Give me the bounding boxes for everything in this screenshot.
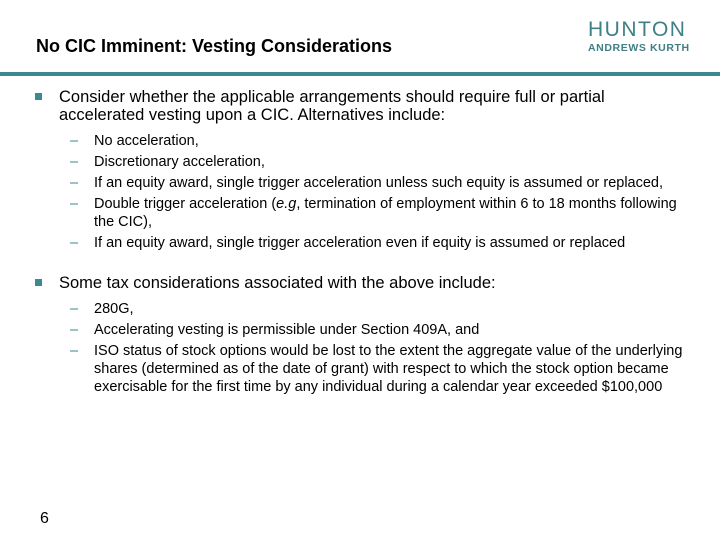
bullet-2-text: Some tax considerations associated with the above include:	[59, 274, 496, 292]
sub-bullet-text-part: , termination of employment within 6 to 18 months following the CIC),	[94, 196, 677, 230]
sub-bullet-text: If an equity award, single trigger acceleration unless such equity is assumed or replaced,	[94, 175, 664, 191]
sub-bullet-text: If an equity award, single trigger acceleration even if equity is assumed or replaced	[94, 235, 626, 251]
bullet-2	[59, 274, 679, 292]
bullet-1	[59, 88, 679, 124]
sub-bullet	[70, 321, 694, 339]
logo-line-2: ANDREWS KURTH	[588, 42, 690, 54]
sub-bullet-text: ISO status of stock options would be lost to the extent the aggregate value of the underlying shares (determined as of the date of grant) with respect to which the stock option became exercisable for the first time by any individual during a calendar year exceeded $100,000	[94, 343, 683, 395]
slide-title: No CIC Imminent: Vesting Considerations	[36, 36, 393, 56]
dash-icon: –	[70, 133, 79, 149]
bullet-1-text: Consider whether the applicable arrangements should require full or partial accelerated vesting upon a CIC. Alternatives include:	[59, 88, 605, 124]
logo-line-1: HUNTON	[588, 18, 687, 41]
sub-bullet-text	[94, 196, 677, 230]
sub-bullet	[70, 174, 694, 192]
sub-bullet	[70, 132, 694, 150]
sub-bullet-text: 280G,	[94, 301, 134, 317]
sub-bullet-text-italic: e.g	[276, 196, 297, 212]
sub-bullet-text: No acceleration,	[94, 133, 199, 149]
bullet-square-icon	[35, 93, 42, 100]
sub-bullet-text: Discretionary acceleration,	[94, 154, 265, 170]
sub-bullet	[70, 195, 694, 231]
dash-icon: –	[70, 154, 79, 170]
sub-bullet-text: Accelerating vesting is permissible under Section 409A, and	[94, 322, 480, 338]
sub-bullet-text-part: Double trigger acceleration (	[94, 196, 277, 212]
sub-bullet	[70, 234, 694, 252]
title-divider	[0, 72, 720, 76]
sub-bullet	[70, 153, 694, 171]
dash-icon: –	[70, 301, 79, 317]
slide-content	[0, 88, 720, 396]
dash-icon: –	[70, 175, 79, 191]
dash-icon: –	[70, 343, 79, 359]
dash-icon: –	[70, 196, 79, 212]
bullet-square-icon	[35, 279, 42, 286]
sub-bullet	[70, 300, 694, 318]
hunton-andrews-kurth-logo	[588, 18, 698, 54]
dash-icon: –	[70, 322, 79, 338]
dash-icon: –	[70, 235, 79, 251]
sub-bullet	[70, 342, 694, 396]
page-number: 6	[40, 510, 49, 527]
